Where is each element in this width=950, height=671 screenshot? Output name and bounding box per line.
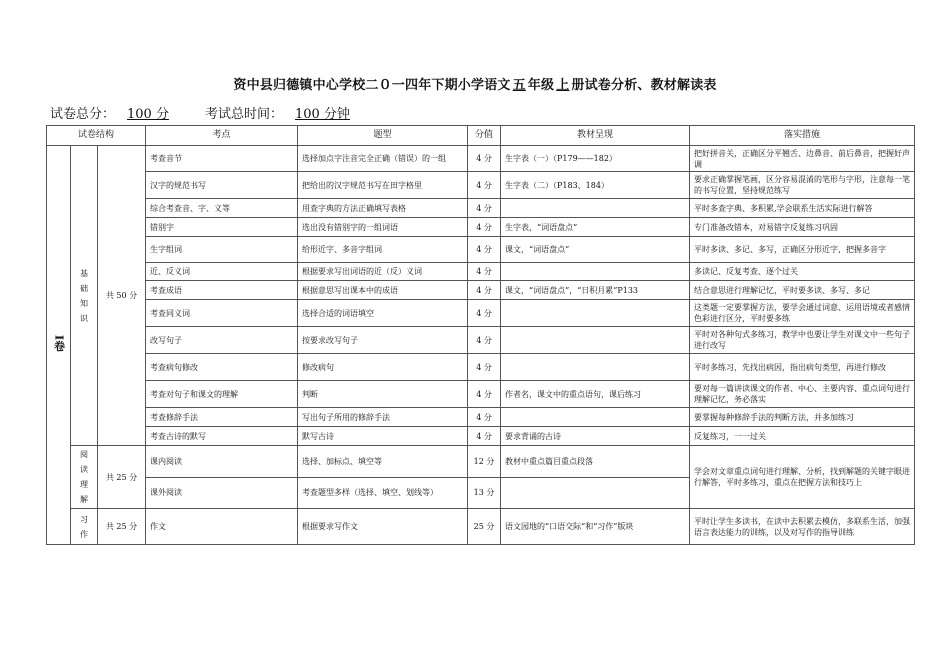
cell-material bbox=[501, 263, 690, 281]
cell-material bbox=[501, 300, 690, 327]
cell-point: 考查同义词 bbox=[146, 300, 298, 327]
table-row bbox=[47, 408, 915, 427]
cell-point: 课外阅读 bbox=[146, 477, 298, 509]
table-row bbox=[47, 172, 915, 199]
cell-measure: 专门准备改错本，对易错字反复练习巩固 bbox=[690, 218, 915, 237]
analysis-table bbox=[46, 125, 915, 545]
cell-point: 生字组词 bbox=[146, 237, 298, 263]
cell-score: 4 分 bbox=[468, 199, 501, 218]
juan-label: I卷 bbox=[47, 146, 71, 545]
cell-score: 4 分 bbox=[468, 146, 501, 172]
total-score-label: 试卷总分： bbox=[50, 107, 116, 122]
cell-score: 4 分 bbox=[468, 427, 501, 446]
cell-type: 判断 bbox=[298, 381, 468, 408]
title-grade: 五 bbox=[512, 78, 526, 93]
cell-point: 考查病句修改 bbox=[146, 354, 298, 381]
cell-measure: 要掌握每种修辞手法的判断方法，并多加练习 bbox=[690, 408, 915, 427]
cell-type: 选出没有错别字的一组词语 bbox=[298, 218, 468, 237]
cell-score: 4 分 bbox=[468, 172, 501, 199]
header-structure: 试卷结构 bbox=[47, 126, 146, 146]
section-writing-total: 共 25 分 bbox=[98, 509, 146, 545]
header-material: 教材呈现 bbox=[501, 126, 690, 146]
cell-point: 作文 bbox=[146, 509, 298, 545]
table-row bbox=[47, 509, 915, 545]
cell-type: 根据要求写出词语的近（反）义词 bbox=[298, 263, 468, 281]
cell-material bbox=[501, 354, 690, 381]
cell-point: 改写句子 bbox=[146, 327, 298, 354]
cell-type: 写出句子所用的修辞手法 bbox=[298, 408, 468, 427]
cell-material: 生字表（一）（P179——182） bbox=[501, 146, 690, 172]
cell-measure: 平时让学生多读书，在读中去积累去模仿，多联系生活，加强语言表达能力的训练，以及对写作的指导训练 bbox=[690, 509, 915, 545]
table-row bbox=[47, 146, 915, 172]
cell-score: 13 分 bbox=[468, 477, 501, 509]
cell-point: 考查音节 bbox=[146, 146, 298, 172]
header-measure: 落实措施 bbox=[690, 126, 915, 146]
table-row bbox=[47, 199, 915, 218]
cell-type: 选择、加标点、填空等 bbox=[298, 446, 468, 478]
title-prefix: 资中县归德镇中心学校二０一四年下期小学语文 bbox=[233, 78, 511, 93]
cell-type: 按要求改写句子 bbox=[298, 327, 468, 354]
cell-type: 考查题型多样（选择、填空、划线等） bbox=[298, 477, 468, 509]
exam-time-label: 考试总时间： bbox=[204, 107, 283, 122]
cell-type: 根据要求写作文 bbox=[298, 509, 468, 545]
exam-time-value: 100 分钟 bbox=[294, 107, 350, 122]
table-row bbox=[47, 446, 915, 478]
section-writing-name: 习作 bbox=[71, 509, 98, 545]
cell-type: 默写古诗 bbox=[298, 427, 468, 446]
cell-measure: 反复练习，一一过关 bbox=[690, 427, 915, 446]
cell-point: 考查修辞手法 bbox=[146, 408, 298, 427]
cell-material: 语文园地的“口语交际”和“习作”版块 bbox=[501, 509, 690, 545]
exam-summary bbox=[50, 103, 364, 122]
section-basic-name: 基础知识 bbox=[71, 146, 98, 446]
cell-material: 教材中重点篇目重点段落 bbox=[501, 446, 690, 478]
cell-measure: 结合意思进行理解记忆，平时要多读、多写、多记 bbox=[690, 281, 915, 300]
cell-score: 4 分 bbox=[468, 354, 501, 381]
cell-score: 4 分 bbox=[468, 281, 501, 300]
cell-type: 选择加点字注音完全正确（错误）的一组 bbox=[298, 146, 468, 172]
table-row bbox=[47, 237, 915, 263]
cell-score: 4 分 bbox=[468, 263, 501, 281]
table-row bbox=[47, 263, 915, 281]
cell-type: 给形近字、多音字组词 bbox=[298, 237, 468, 263]
cell-material: 课文，“词语盘点”，“日积月累”P133 bbox=[501, 281, 690, 300]
cell-type: 修改病句 bbox=[298, 354, 468, 381]
table-row bbox=[47, 281, 915, 300]
cell-material bbox=[501, 199, 690, 218]
total-score-value: 100 分 bbox=[127, 107, 169, 122]
cell-measure: 要求正确掌握笔画，区分容易混淆的笔形与字形，注意每一笔的书写位置，坚持规范练写 bbox=[690, 172, 915, 199]
page-title bbox=[0, 74, 950, 93]
table-row bbox=[47, 327, 915, 354]
cell-material: 要求背诵的古诗 bbox=[501, 427, 690, 446]
cell-measure: 平时多读、多记、多写，正确区分形近字，把握多音字 bbox=[690, 237, 915, 263]
header-point: 考点 bbox=[146, 126, 298, 146]
cell-score: 4 分 bbox=[468, 381, 501, 408]
table-row bbox=[47, 381, 915, 408]
title-suffix: 册试卷分析、教材解读表 bbox=[571, 78, 717, 93]
cell-type: 把给出的汉字规范书写在田字格里 bbox=[298, 172, 468, 199]
cell-measure: 平时多练习，先找出病因，指出病句类型，再进行修改 bbox=[690, 354, 915, 381]
cell-material bbox=[501, 477, 690, 509]
cell-point: 近、反义词 bbox=[146, 263, 298, 281]
cell-point: 综合考查音、字、义等 bbox=[146, 199, 298, 218]
cell-score: 4 分 bbox=[468, 327, 501, 354]
header-score: 分值 bbox=[468, 126, 501, 146]
title-volume: 上 bbox=[556, 78, 570, 93]
table-header-row bbox=[47, 126, 915, 146]
table-row bbox=[47, 354, 915, 381]
cell-score: 4 分 bbox=[468, 237, 501, 263]
cell-material: 作者名，课文中的重点语句，课后练习 bbox=[501, 381, 690, 408]
section-reading-total: 共 25 分 bbox=[98, 446, 146, 509]
cell-type: 根据意思写出课本中的成语 bbox=[298, 281, 468, 300]
cell-score: 12 分 bbox=[468, 446, 501, 478]
section-reading-name: 阅读理解 bbox=[71, 446, 98, 509]
header-type: 题型 bbox=[298, 126, 468, 146]
cell-type: 用查字典的方法正确填写表格 bbox=[298, 199, 468, 218]
cell-score: 4 分 bbox=[468, 218, 501, 237]
cell-point: 考查古诗的默写 bbox=[146, 427, 298, 446]
cell-point: 课内阅读 bbox=[146, 446, 298, 478]
cell-score: 4 分 bbox=[468, 300, 501, 327]
cell-material: 生字表（二）（P183、184） bbox=[501, 172, 690, 199]
cell-point: 考查对句子和课文的理解 bbox=[146, 381, 298, 408]
cell-material bbox=[501, 408, 690, 427]
table-row bbox=[47, 427, 915, 446]
section-basic-total: 共 50 分 bbox=[98, 146, 146, 446]
table-row bbox=[47, 300, 915, 327]
cell-material: 生字表，“词语盘点” bbox=[501, 218, 690, 237]
cell-measure: 平时多查字典、多积累,学会联系生活实际进行解答 bbox=[690, 199, 915, 218]
cell-type: 选择合适的词语填空 bbox=[298, 300, 468, 327]
table-row bbox=[47, 218, 915, 237]
cell-material: 课文，“词语盘点” bbox=[501, 237, 690, 263]
cell-material bbox=[501, 327, 690, 354]
cell-measure: 平时对各种句式多练习，教学中也要让学生对课文中一些句子进行改写 bbox=[690, 327, 915, 354]
cell-measure: 要对每一篇讲读课文的作者、中心、主要内容、重点词句进行理解记忆，务必落实 bbox=[690, 381, 915, 408]
cell-point: 汉字的规范书写 bbox=[146, 172, 298, 199]
cell-score: 25 分 bbox=[468, 509, 501, 545]
cell-point: 错别字 bbox=[146, 218, 298, 237]
cell-measure: 把好拼音关，正确区分平翘舌、边鼻音、前后鼻音，把握好声调 bbox=[690, 146, 915, 172]
cell-measure: 多读记、反复考查、逐个过关 bbox=[690, 263, 915, 281]
title-grade-suffix: 年级 bbox=[527, 78, 555, 93]
cell-score: 4 分 bbox=[468, 408, 501, 427]
cell-point: 考查成语 bbox=[146, 281, 298, 300]
cell-measure: 学会对文章重点词句进行理解、分析，找到解题的关键字眼进行解答，平时多练习，重点在把握方法和技巧上 bbox=[690, 446, 915, 509]
cell-measure: 这类题一定要掌握方法，要学会通过词意、运用语境或者感情色彩进行区分，平时要多练 bbox=[690, 300, 915, 327]
